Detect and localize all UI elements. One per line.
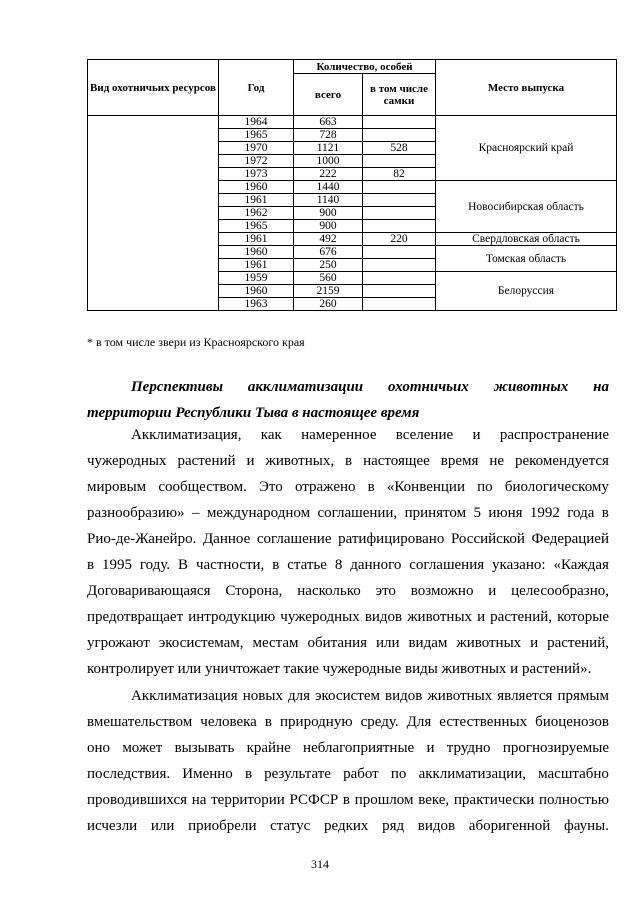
cell-place: Красноярский край: [436, 116, 617, 181]
cell-total: 1140: [294, 194, 363, 207]
heading-word: на: [593, 379, 609, 395]
cell-year: 1972: [219, 155, 294, 168]
cell-females: 528: [363, 142, 436, 155]
paragraph-line: проводившихся на территории РСФСР в прошлом веке, практически полностью: [87, 792, 609, 808]
cell-year: 1965: [219, 129, 294, 142]
cell-total: 560: [294, 272, 363, 285]
paragraph-line: Договаривающаяся Сторона, насколько это возможно и целесообразно,: [87, 583, 609, 599]
cell-females: [363, 155, 436, 168]
section-heading: [87, 374, 609, 426]
paragraph-line: мировым сообществом. Это отражено в «Конвенции по биологическому: [87, 479, 609, 495]
cell-total: 676: [294, 246, 363, 259]
cell-year: 1961: [219, 233, 294, 246]
cell-females: [363, 246, 436, 259]
header-year: Год: [219, 60, 294, 116]
cell-females: 220: [363, 233, 436, 246]
heading-word: охотничьих: [388, 379, 469, 395]
page-number: 314: [311, 857, 329, 871]
cell-females: [363, 285, 436, 298]
header-females: в том числе самки: [363, 74, 436, 116]
paragraph-1: [87, 422, 609, 682]
cell-total: 900: [294, 207, 363, 220]
heading-word: акклиматизации: [247, 379, 364, 395]
cell-year: 1973: [219, 168, 294, 181]
release-table: [87, 59, 617, 311]
cell-total: 2159: [294, 285, 363, 298]
cell-females: [363, 207, 436, 220]
heading-word: животных: [493, 379, 569, 395]
paragraph-2: [87, 683, 609, 839]
paragraph-line: исчезли или приобрели статус редких ряд видов аборигенной фауны.: [87, 818, 609, 834]
table-footnote: * в том числе звери из Красноярского края: [87, 335, 305, 349]
cell-females: [363, 129, 436, 142]
cell-total: 728: [294, 129, 363, 142]
cell-total: 900: [294, 220, 363, 233]
cell-females: [363, 298, 436, 311]
cell-females: [363, 181, 436, 194]
cell-total: 260: [294, 298, 363, 311]
cell-year: 1961: [219, 194, 294, 207]
cell-females: [363, 272, 436, 285]
cell-total: 250: [294, 259, 363, 272]
cell-year: 1960: [219, 246, 294, 259]
cell-total: 1440: [294, 181, 363, 194]
cell-year: 1970: [219, 142, 294, 155]
paragraph-line: Акклиматизация, как намеренное вселение и распространение: [131, 427, 609, 443]
cell-total: 663: [294, 116, 363, 129]
paragraph-line: угрожают экосистемам, местам обитания или видам животных и растений,: [87, 635, 609, 651]
heading-word: Перспективы: [131, 379, 224, 395]
paragraph-line: последствия. Именно в результате работ по акклиматизации, масштабно: [87, 766, 609, 782]
cell-total: 1121: [294, 142, 363, 155]
cell-total: 1000: [294, 155, 363, 168]
cell-females: [363, 220, 436, 233]
paragraph-line: в 1995 году. В частности, в статье 8 данного соглашения указано: «Каждая: [87, 557, 609, 573]
paragraph-line: Рио-де-Жанейро. Данное соглашение ратифицировано Российской Федерацией: [87, 531, 609, 547]
cell-year: 1959: [219, 272, 294, 285]
cell-place: Новосибирская область: [436, 181, 617, 233]
cell-females: [363, 116, 436, 129]
cell-place: Свердловская область: [436, 233, 617, 246]
heading-line-1: [131, 374, 609, 400]
cell-year: 1964: [219, 116, 294, 129]
header-resource: Вид охотничьих ресурсов: [88, 60, 219, 116]
cell-year: 1960: [219, 181, 294, 194]
paragraph-line: Акклиматизация новых для экосистем видов животных является прямым: [131, 688, 609, 704]
paragraph-line: оно может вызывать крайне неблагоприятные и трудно прогнозируемые: [87, 740, 609, 756]
cell-year: 1961: [219, 259, 294, 272]
cell-place: Томская область: [436, 246, 617, 272]
cell-total: 222: [294, 168, 363, 181]
cell-year: 1960: [219, 285, 294, 298]
paragraph-line: предотвращает интродукцию чужеродных видов животных и растений, которые: [87, 609, 609, 625]
paragraph-line: разнообразию» – международном соглашении, принятом 5 июня 1992 года в: [87, 505, 609, 521]
heading-line-2: территории Республики Тыва в настоящее время: [87, 405, 420, 421]
cell-females: [363, 194, 436, 207]
resource-cell: [88, 116, 219, 311]
cell-total: 492: [294, 233, 363, 246]
cell-year: 1962: [219, 207, 294, 220]
header-place: Место выпуска: [436, 60, 617, 116]
paragraph-line: чужеродных растений и животных, в настоящее время не рекомендуется: [87, 453, 609, 469]
cell-females: 82: [363, 168, 436, 181]
cell-year: 1965: [219, 220, 294, 233]
paragraph-line: вмешательством человека в природную среду. Для естественных биоценозов: [87, 714, 609, 730]
cell-females: [363, 259, 436, 272]
paragraph-line: контролирует или уничтожает такие чужеродные виды животных и растений».: [87, 661, 592, 677]
header-total: всего: [294, 74, 363, 116]
cell-year: 1963: [219, 298, 294, 311]
header-quantity: Количество, особей: [294, 60, 436, 74]
table-row: [88, 116, 617, 129]
cell-place: Белоруссия: [436, 272, 617, 311]
